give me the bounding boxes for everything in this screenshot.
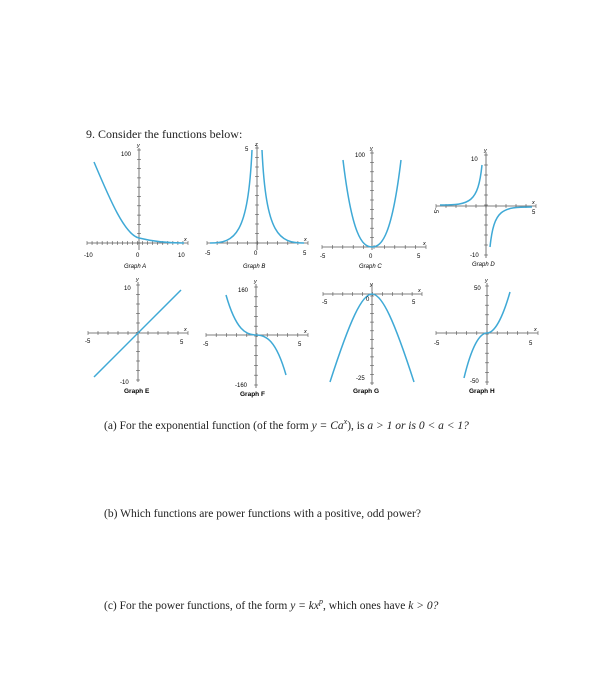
part-a-condition: a > 1 or is 0 < a < 1?	[367, 419, 469, 432]
graph-f-x-left-label: -5	[203, 342, 209, 348]
part-a-exponent: x	[343, 417, 348, 426]
graph-a-x-left-label: -10	[84, 253, 93, 259]
graph-f-x-right-label: 5	[298, 342, 302, 348]
graph-h-y-top-label: 50	[474, 286, 481, 292]
graph-e-y-top-label: 10	[124, 286, 131, 292]
part-c-equation: y = kx	[290, 599, 320, 612]
graph-e-caption: Graph E	[124, 388, 150, 395]
graph-f	[203, 279, 308, 398]
graph-g-x-right-label: 5	[412, 300, 416, 306]
graph-c-axis-y-label: y	[370, 146, 373, 152]
graph-g-y-top-label: 0	[366, 297, 370, 303]
graph-d-curve-right	[490, 207, 532, 247]
graph-h-y-bottom-label: -50	[470, 379, 479, 385]
graph-g-axis-y-label: y	[370, 282, 373, 288]
graph-e-axis-x-label: x	[184, 327, 187, 333]
part-c-text-2: , which ones have	[323, 599, 409, 612]
graph-h-x-right-label: 5	[529, 341, 533, 347]
question-text: Consider the functions below:	[98, 127, 243, 141]
graph-b	[205, 142, 308, 270]
graph-g-axis-x-label: x	[418, 288, 421, 294]
graph-b-x-left-label: -5	[205, 251, 211, 257]
graph-g-x-left-label: -5	[322, 300, 328, 306]
part-c-condition: k > 0?	[408, 599, 439, 612]
graph-a-axis-y-label: y	[137, 143, 140, 149]
graph-d-axis-y-label: y	[484, 148, 487, 154]
graph-f-axis-y-label: y	[254, 279, 257, 285]
graph-h-caption: Graph H	[469, 388, 495, 395]
graph-e-axis-y-label: y	[136, 277, 139, 283]
graph-b-x-mid-label: 0	[254, 251, 258, 257]
graph-b-curve-right	[262, 150, 304, 243]
part-a-text-1: For the exponential function (of the form	[119, 419, 312, 432]
graph-d-curve-left	[440, 165, 482, 205]
graph-d-caption: Graph D	[472, 262, 495, 268]
graph-h-x-left-label: -5	[434, 341, 440, 347]
part-c-label: (c)	[104, 599, 117, 612]
graph-d-y-bottom-label: -10	[470, 253, 479, 259]
graph-a-caption: Graph A	[124, 264, 147, 270]
graph-f-axis-x-label: x	[304, 329, 307, 335]
graph-d-axis-x-label: x	[532, 200, 535, 206]
part-a	[104, 417, 469, 432]
part-c-exponent: p	[319, 597, 324, 606]
graph-b-y-top-label: 5	[245, 147, 249, 153]
graph-d-y-top-label: 10	[471, 157, 478, 163]
graph-f-caption: Graph F	[240, 391, 265, 398]
graph-g-caption: Graph G	[353, 388, 380, 395]
graph-a-axis-x-label: x	[184, 237, 187, 243]
graph-b-axis-x-label: x	[304, 237, 307, 243]
graph-e-y-bottom-label: -10	[120, 380, 129, 386]
part-a-text-2: ), is	[347, 419, 368, 432]
graph-d-x-left-label: -5	[432, 208, 438, 214]
graph-g	[322, 282, 422, 395]
graph-h-axis-y-label: y	[485, 278, 488, 284]
question-number: 9.	[86, 127, 95, 141]
graph-c-x-left-label: -5	[320, 254, 326, 260]
graph-a-x-right-label: 10	[178, 253, 185, 259]
part-c	[104, 597, 438, 612]
graph-a-y-top-label: 100	[121, 152, 132, 158]
part-a-label: (a)	[104, 419, 117, 432]
graph-g-y-bottom-label: -25	[356, 376, 365, 382]
graph-b-caption: Graph B	[243, 264, 266, 270]
graph-c-axis-x-label: x	[423, 241, 426, 247]
graph-d	[432, 148, 536, 268]
graph-c-y-top-label: 100	[355, 153, 366, 159]
graph-e-x-left-label: -5	[85, 339, 91, 345]
graph-d-x-right-label: 5	[532, 210, 536, 216]
part-c-text-1: For the power functions, of the form	[119, 599, 291, 612]
part-b-label: (b)	[104, 508, 118, 520]
graph-e	[85, 277, 188, 395]
graph-e-x-right-label: 5	[180, 340, 184, 346]
graph-f-y-top-label: 160	[238, 288, 249, 294]
graph-c-x-right-label: 5	[417, 254, 421, 260]
part-a-equation: y = Ca	[311, 419, 344, 432]
graph-f-y-bottom-label: -160	[235, 383, 248, 389]
graph-b-x-right-label: 5	[303, 251, 307, 257]
part-b	[104, 508, 421, 520]
graph-h-axis-x-label: x	[534, 327, 537, 333]
graph-c-x-mid-label: 0	[369, 254, 373, 260]
graph-a-x-mid-label: 0	[136, 253, 140, 259]
graph-c	[320, 146, 426, 270]
graph-b-axis-y-label: z	[255, 142, 258, 148]
graph-b-curve-left	[210, 150, 252, 243]
part-b-text: Which functions are power functions with a positive, odd power?	[120, 508, 421, 520]
graph-a	[84, 143, 188, 270]
graph-h	[434, 278, 538, 395]
graph-c-caption: Graph C	[359, 264, 382, 270]
